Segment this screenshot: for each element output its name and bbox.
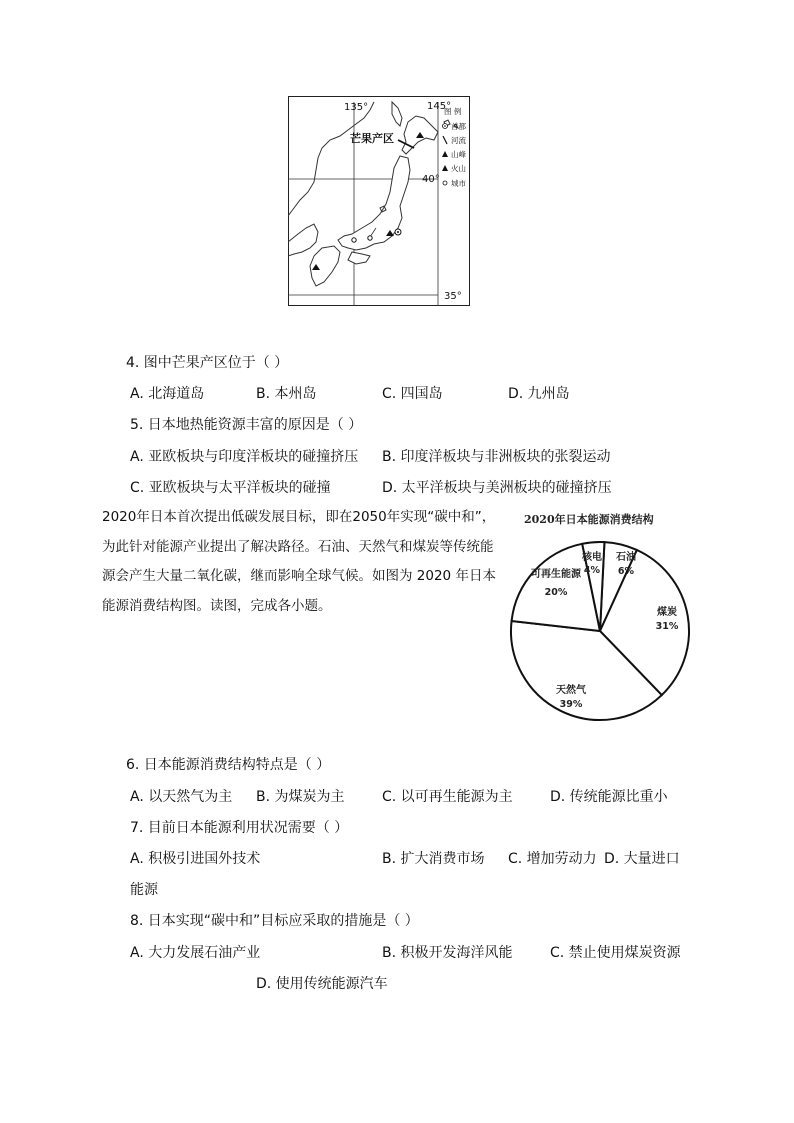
pie-label-0: 石油 [616, 552, 636, 563]
legend-volcano-label: 火山 [451, 164, 466, 173]
question-4-stem: 4. 图中芒果产区位于（ ） [126, 355, 289, 371]
q4-option-d[interactable]: D. 九州岛 [508, 386, 570, 402]
q8-option-a[interactable]: A. 大力发展石油产业 [130, 945, 261, 961]
intro-line-3: 源会产生大量二氧化碳，继而影响全球气候。如图为 2020 年日本 [102, 568, 496, 584]
legend-river-label: 河流 [451, 136, 466, 145]
pie-label-1: 煤炭 [657, 607, 677, 618]
legend-title: 图 例 [444, 107, 462, 116]
city-symbol [368, 236, 372, 240]
lat-35-label: 35° [444, 291, 462, 302]
pie-value-4: 4% [583, 565, 601, 576]
q7-option-c[interactable]: C. 增加劳动力 [508, 851, 597, 867]
q7-option-d[interactable]: D. 大量进口 [604, 851, 680, 867]
capital-symbol [395, 229, 401, 235]
city-symbol [352, 238, 356, 242]
q4-option-c[interactable]: C. 四国岛 [382, 386, 443, 402]
chart-title: 2020年日本能源消费结构 [524, 513, 654, 526]
intro-line-1: 2020年日本首次提出低碳发展目标，即在2050年实现“碳中和”， [102, 509, 496, 525]
lon-135-label: 135° [344, 102, 369, 113]
q7-option-a[interactable]: A. 积极引进国外技术 [130, 851, 261, 867]
q5-option-b[interactable]: B. 印度洋板块与非洲板块的张裂运动 [382, 449, 611, 465]
pie-value-3: 20% [544, 587, 568, 598]
question-8-stem: 8. 日本实现“碳中和”目标应采取的措施是（ ） [130, 913, 419, 929]
q6-option-a[interactable]: A. 以天然气为主 [130, 789, 233, 805]
q5-option-a[interactable]: A. 亚欧板块与印度洋板块的碰撞挤压 [130, 449, 359, 465]
q4-option-a[interactable]: A. 北海道岛 [130, 386, 205, 402]
q5-option-d[interactable]: D. 太平洋板块与美洲板块的碰撞挤压 [382, 480, 612, 496]
question-6-stem: 6. 日本能源消费结构特点是（ ） [126, 757, 331, 773]
q8-option-b[interactable]: B. 积极开发海洋风能 [382, 945, 513, 961]
pie-value-0: 6% [617, 566, 635, 577]
intro-line-4: 能源消费结构图。读图，完成各小题。 [102, 597, 332, 614]
legend-city-icon [443, 181, 447, 185]
legend-mountain-label: 山峰 [451, 150, 466, 159]
intro-paragraph [102, 505, 496, 618]
q6-option-c[interactable]: C. 以可再生能源为主 [382, 789, 513, 805]
pie-value-2: 39% [559, 699, 583, 710]
question-7-stem: 7. 目前日本能源利用状况需要（ ） [130, 820, 349, 836]
mango-region-label: 芒果产区 [350, 132, 394, 145]
japan-map [288, 96, 470, 306]
pie-label-4: 核电 [582, 552, 602, 563]
legend-capital-label: 首都 [451, 122, 466, 131]
pie-label-2: 天然气 [556, 685, 586, 696]
lat-40-label: 40° [422, 174, 440, 185]
question-5-stem: 5. 日本地热能资源丰富的原因是（ ） [130, 417, 363, 433]
q8-option-c[interactable]: C. 禁止使用煤炭资源 [550, 945, 681, 961]
q7-option-b[interactable]: B. 扩大消费市场 [382, 851, 485, 867]
q6-option-b[interactable]: B. 为煤炭为主 [256, 789, 345, 805]
q4-option-b[interactable]: B. 本州岛 [256, 386, 317, 402]
q5-option-c[interactable]: C. 亚欧板块与太平洋板块的碰撞 [130, 480, 331, 496]
q7-option-d-continuation: 能源 [130, 882, 158, 898]
q8-option-d[interactable]: D. 使用传统能源汽车 [256, 976, 388, 992]
pie-value-1: 31% [655, 621, 679, 632]
pie-label-3: 可再生能源 [531, 569, 581, 580]
energy-pie-chart [506, 505, 698, 725]
intro-line-2: 为此针对能源产业提出了解决路径。石油、天然气和煤炭等传统能 [102, 538, 494, 555]
pie-svg [506, 505, 698, 725]
q6-option-d[interactable]: D. 传统能源比重小 [550, 789, 668, 805]
legend-city-label: 城市 [451, 179, 466, 188]
lon-145-label: 145° [427, 101, 452, 112]
